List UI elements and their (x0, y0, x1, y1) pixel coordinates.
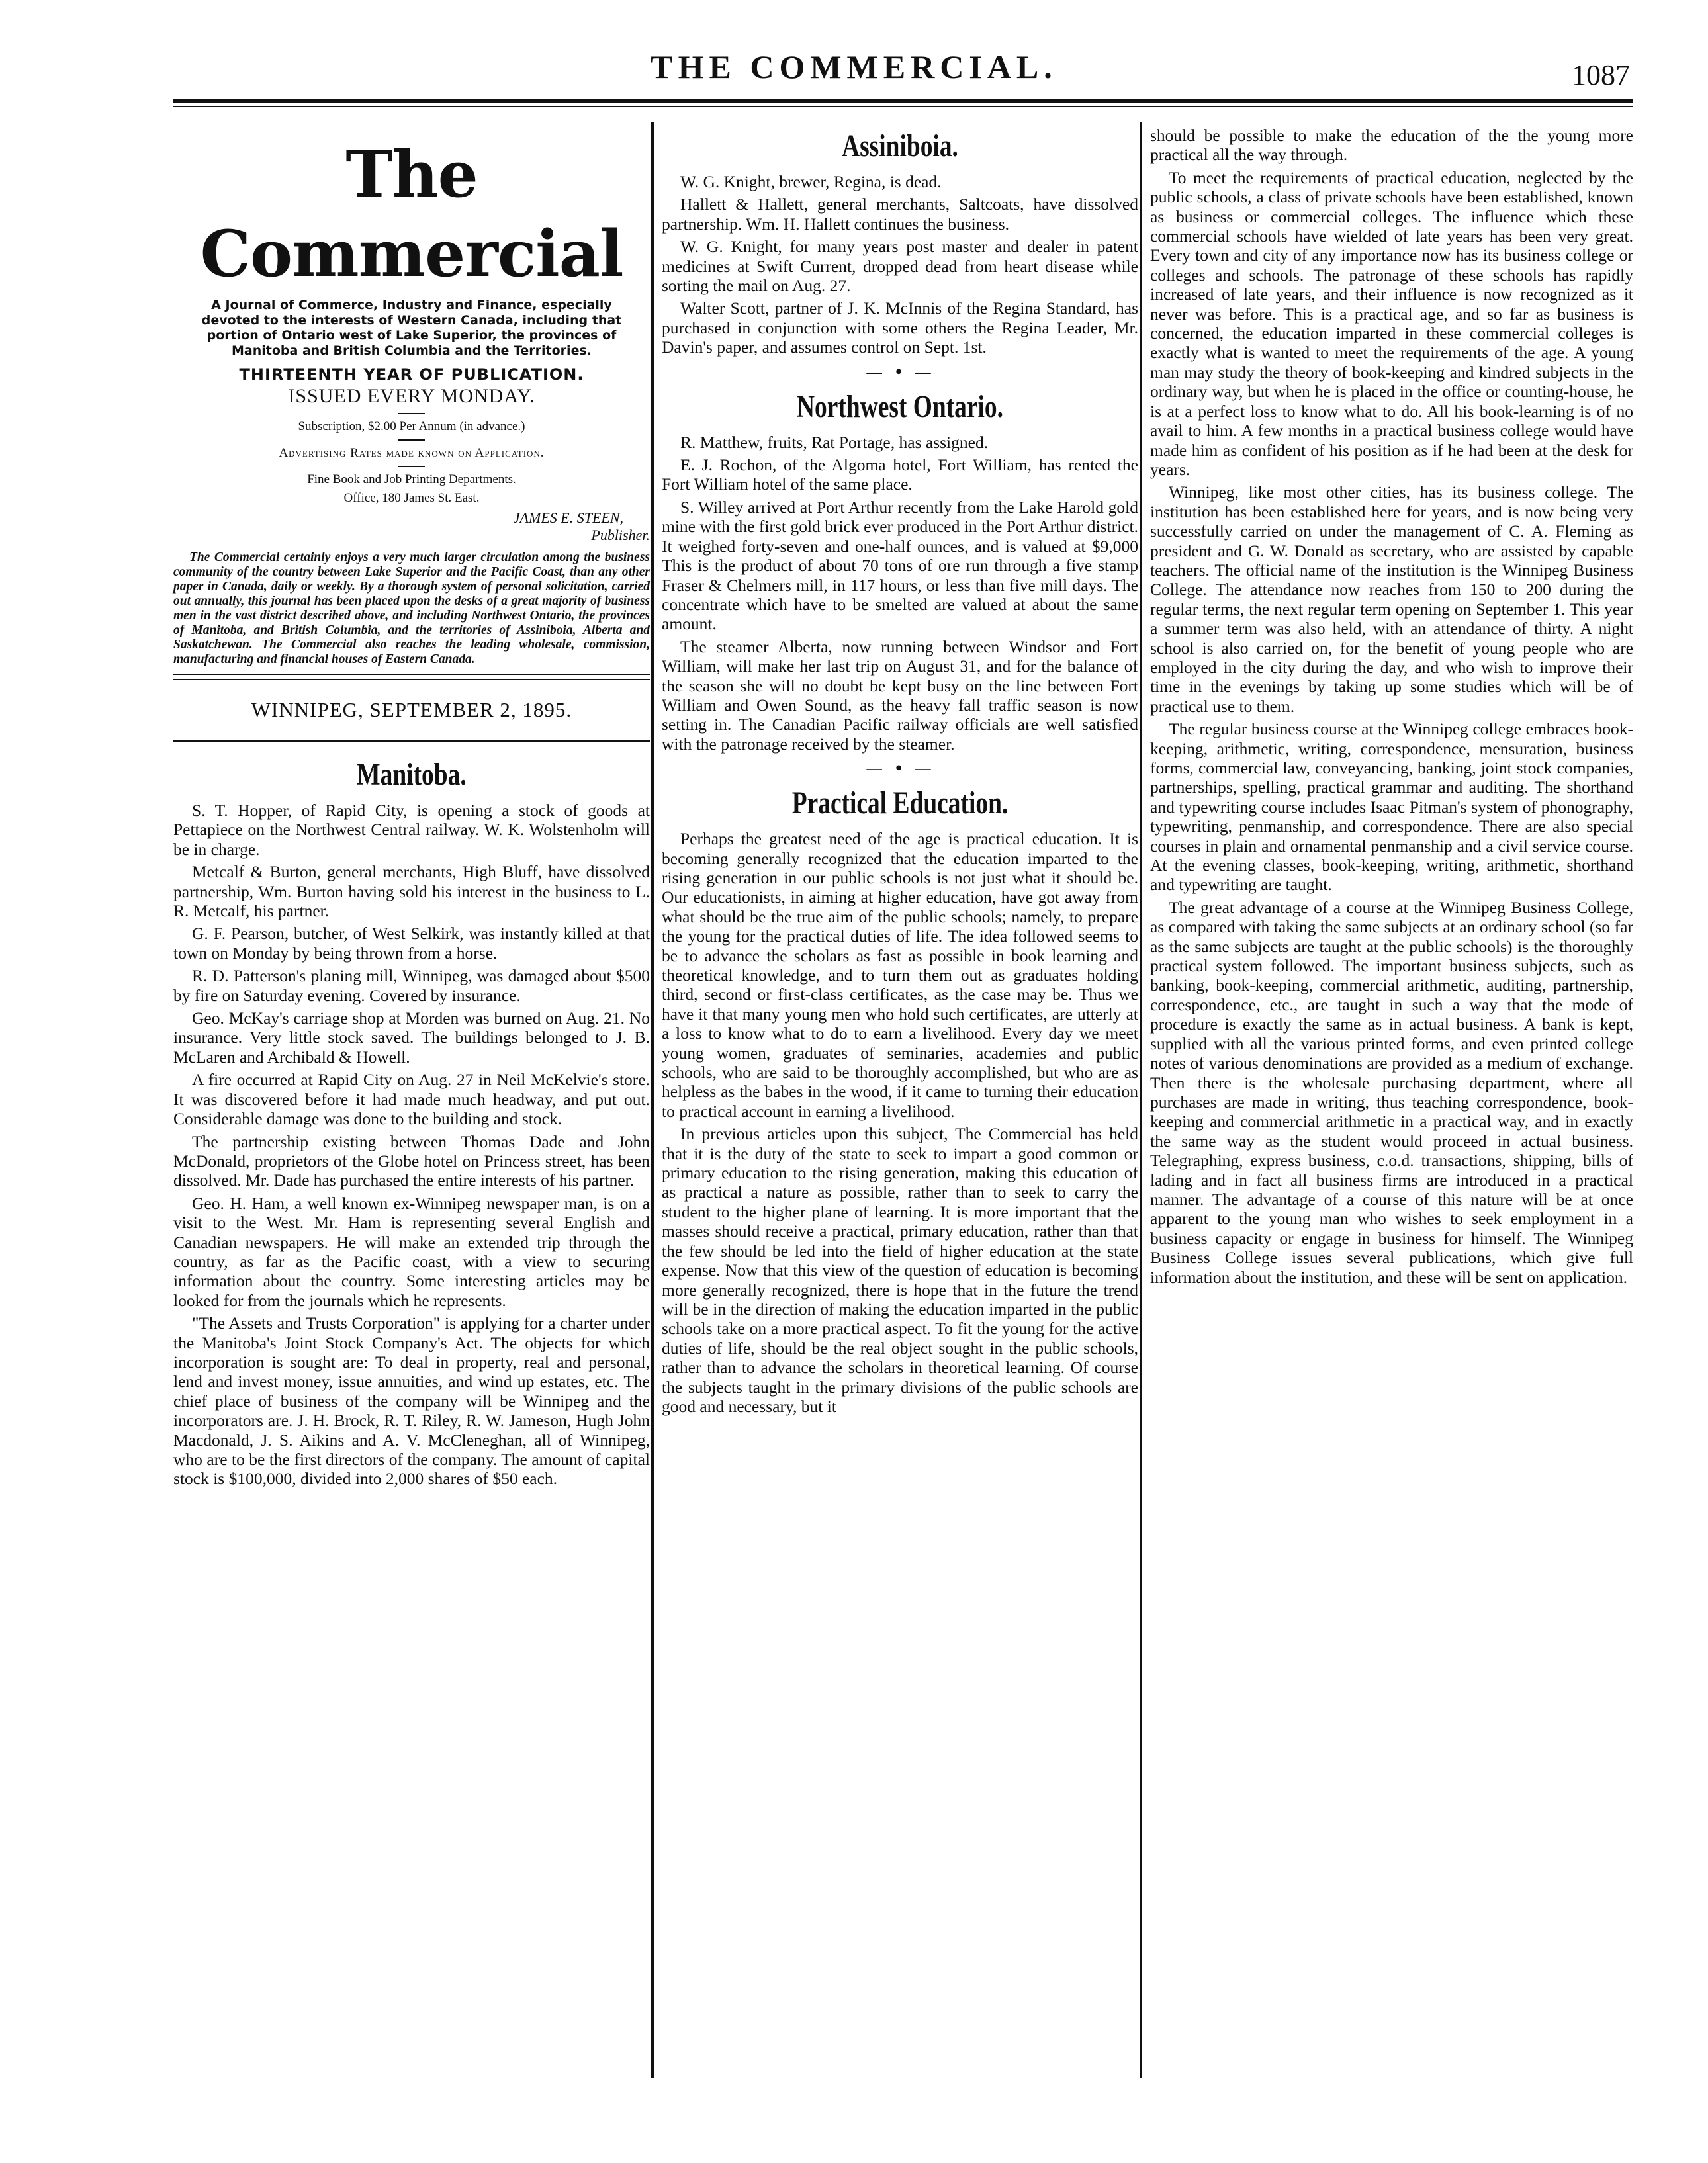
article-paragraph: Walter Scott, partner of J. K. McInnis of the Regina Standard, has purchased in conjunction with some others the Regina Leader, Mr. Davin's paper, and assumes control on Sept. 1st. (662, 298, 1138, 357)
article-paragraph: "The Assets and Trusts Corporation" is applying for a charter under the Manitoba's Joint Stock Company's Act. The objects for which incorporation is sought are: To deal in property, real and personal, lend and invest money, issue annuities, and wind up estates, etc. The chief place of business of the company will be Winnipeg and the incorporators are. J. H. Brock, R. T. Riley, R. W. Jameson, Hugh John Macdonald, J. S. Aikins and A. V. McCleneghan, all of Winnipeg, who are to be the first directors of the company. The amount of capital stock is $100,000, divided into 2,000 shares of $50 each. (173, 1313, 650, 1489)
masthead-office: Office, 180 James St. East. (343, 491, 480, 505)
article-paragraph: S. T. Hopper, of Rapid City, is opening a stock of goods at Pettapiece on the Northwest Central railway. W. K. Wolstenholm will be in charge. (173, 801, 650, 859)
section-ornament: — • — (866, 362, 934, 382)
masthead-divider (398, 466, 425, 467)
masthead-subscription: Subscription, $2.00 Per Annum (in advance.) (298, 419, 525, 433)
article-paragraph: S. Willey arrived at Port Arthur recently from the Lake Harold gold mine with the first gold brick ever produced in the Port Arthur district. It weighed forty-seven and one-half ounces, and is valued at $9,000 This is the product of about 70 tons of ore run through a five stamp Fraser & Chelmers mill, in 117 hours, or less than five mill days. The concentrate which have to be smelted are valued at about the same amount. (662, 497, 1138, 634)
article-paragraph: A fire occurred at Rapid City on Aug. 27 in Neil McKelvie's store. It was discovered before it had made much headway, and put out. Considerable damage was done to the building and stock. (173, 1070, 650, 1129)
column-rule-1 (651, 122, 654, 2078)
dateline-rule (173, 740, 650, 742)
publisher-name: JAMES E. STEEN, (513, 509, 623, 526)
circulation-note: The Commercial certainly enjoys a very much larger circulation among the business community of the country between Lake Superior and the Pacific Coast, than any other paper in Canada, daily or weekly. By a thorough system of personal solicitation, carried out annually, this journal has been placed upon the desks of a great majority of business men in the vast district described above, and including Northwest Ontario, the provinces of Manitoba, and British Columbia, and the territories of Assiniboia, Alberta and Saskatchewan. The Commercial also reaches the leading wholesale, commission, manufacturing and financial houses of Eastern Canada. (173, 551, 650, 666)
article-paragraph: R. D. Patterson's planing mill, Winnipeg, was damaged about $500 by fire on Saturday evening. Covered by insurance. (173, 966, 650, 1005)
article-paragraph: E. J. Rochon, of the Algoma hotel, Fort William, has rented the Fort William hotel of the same place. (662, 455, 1138, 494)
section-heading-practical-education: Practical Education. (791, 785, 1009, 821)
masthead-description: A Journal of Commerce, Industry and Finance, especially devoted to the interests of Western Canada, including that portion of Ontario west of Lake Superior, the provinces of Manitoba and British Columbia and the Territories. (201, 298, 622, 358)
masthead-advertising: Advertising Rates made known on Application. (279, 446, 545, 460)
article-paragraph: The steamer Alberta, now running between Windsor and Fort William, will make her last trip on August 31, and for the balance of the season she will no doubt be kept busy on the line between Fort William and Owen Sound, as the heavy fall traffic season is now setting in. The Canadian Pacific railway officials are well satisfied with the patronage received by the steamer. (662, 637, 1138, 754)
masthead-issued: ISSUED EVERY MONDAY. (288, 385, 535, 407)
running-title: THE COMMERCIAL. (651, 48, 1057, 85)
article-paragraph: Winnipeg, like most other cities, has its business college. The institution has been established here for years, and is now being very successfully carried on under the management of C. A. Fleming as president and G. W. Donald as secretary, who are assisted by capable teachers. The official name of the institution is the Winnipeg Business College. The attendance now reaches from 150 to 200 during the regular terms, the next regular term opening on September 1. This year a summer term was also held, with an attendance of thirty. A night school is also carried on, for the benefit of young people who are employed in the city during the day, and who wish to improve their time in the evenings by taking up some studies which will be of practical use to them. (1150, 482, 1633, 716)
article-paragraph: Perhaps the greatest need of the age is practical education. It is becoming generally recognized that the education imparted to the rising generation in our public schools is not just what it should be. Our educationists, in aiming at higher education, have got away from what should be the true aim of the public schools; namely, to prepare the young for the practical duties of life. The idea followed seems to be to advance the scholars as fast as possible in book learning and theoretical knowledge, and to turn them out as graduates holding third, second or first-class certificates, as the case may be. Thus we have it that many young men who hold such certificates, are utterly at a loss to know what to do to earn a livelihood. Every day we meet young women, graduates of seminaries, academies and public schools, who are said to be thoroughly accomplished, but who are as helpless as the babes in the wood, if it came to turning their education to practical account in earning a livelihood. (662, 829, 1138, 1121)
column-right (1150, 126, 1633, 1290)
section-heading-assiniboia: Assiniboia. (842, 128, 958, 163)
masthead-rule (173, 679, 650, 680)
page-number: 1087 (1572, 59, 1630, 91)
article-paragraph: The regular business course at the Winnipeg college embraces book-keeping, arithmetic, writing, correspondence, mensuration, business forms, commercial law, conveyancing, banking, joint stock companies, partnerships, spelling, practical grammar and auditing. The shorthand and typewriting course includes Isaac Pitman's system of phonography, typewriting, penmanship, and correspondence. There are also special courses in plain and ornamental penmanship and a civil service course. At the evening classes, book-keeping, writing, arithmetic, shorthand and typewriting are taught. (1150, 719, 1633, 895)
article-paragraph: Metcalf & Burton, general merchants, High Bluff, have dissolved partnership, Wm. Burton having sold his interest in the business to L. R. Metcalf, his partner. (173, 862, 650, 921)
masthead-rule (173, 674, 650, 675)
article-paragraph: The great advantage of a course at the Winnipeg Business College, as compared with taking the same subjects at an ordinary school (so far as the same subjects are taught at the public schools) is the thoroughly practical system followed. The important business subjects, such as banking, book-keeping, commercial arithmetic, auditing, partnership, correspondence, etc., are taught in such a way that the mode of procedure is exactly the same as in actual business. A bank is kept, supplied with all the various printed forms, and even printed college notes of various denominations are provided as a medium of exchange. Then there is the wholesale purchasing department, where all purchases are made in writing, thus teaching correspondence, book-keeping and commercial arithmetic in a practical way, and in exactly the same way as the student would proceed in actual business. Telegraphing, express business, c.o.d. transactions, shipping, bills of lading and in fact all business firms are introduced in a practical manner. The advantage of a course of this nature will be at once apparent to the young man who wishes to seek employment in a business capacity or engage in business for himself. The Winnipeg Business College issues several publications, which give full information about the institution, and these will be sent on application. (1150, 897, 1633, 1287)
article-paragraph: In previous articles upon this subject, The Commercial has held that it is the duty of the state to seek to impart a good common or primary education to the rising generation, making this education of as practical a nature as possible, rather than to seek to carry the student to the higher plane of learning. It is more important that the masses should receive a practical, primary education, rather than that the few should be led into the field of higher education at the state expense. Now that this view of the question of education is becoming more generally recognized, there is hope that in the future the trend will be in the direction of making the education imparted in the public schools take on a more practical aspect. To fit the young for the active duties of life, should be the real object sought in the public schools, rather than to advance the scholars in theoretical learning. Of course the subjects taught in the primary divisions of the public schools are good and necessary, but it (662, 1124, 1138, 1416)
header-rule-top (173, 99, 1633, 103)
column-rule-2 (1140, 122, 1142, 2078)
dateline: WINNIPEG, SEPTEMBER 2, 1895. (251, 698, 572, 721)
article-paragraph: Geo. H. Ham, a well known ex-Winnipeg newspaper man, is on a visit to the West. Mr. Ham is representing several English and Canadian newspapers. He will make an extended trip through the country, as far as the Pacific coast, with a view to securing information about the country. Some interesting articles may be looked for from the journals which he represents. (173, 1193, 650, 1310)
article-paragraph: The partnership existing between Thomas Dade and John McDonald, proprietors of the Globe hotel on Princess street, has been dissolved. Mr. Dade has purchased the entire interests of his partner. (173, 1131, 650, 1190)
masthead-divider (398, 439, 425, 441)
article-paragraph: W. G. Knight, for many years post master and dealer in patent medicines at Swift Current, dropped dead from heart disease while sorting the mail on Aug. 27. (662, 237, 1138, 296)
article-paragraph: To meet the requirements of practical education, neglected by the public schools, a class of private schools have been established, known as business or commercial colleges. The influence which these commercial schools have wielded of late years has been very great. Every town and city of any importance now has its business college or colleges and schools. The patronage of these schools has rapidly increased of late years, and their influence is now recognized as it never was before. This is a practical age, and so far as business is concerned, the education imparted in these commercial colleges is exactly what is wanted to meet the requirements of the age. A young man may study the theory of book-keeping and kindred subjects in the ordinary way, but when he is placed in the office or counting-house, he is at a perfect loss to know what to do. All his book-learning is of no avail to him. A few months in a practical business college would have made him as confident of his position as if he had been at the desk for years. (1150, 167, 1633, 479)
article-paragraph: Hallett & Hallett, general merchants, Saltcoats, have dissolved partnership. Wm. H. Hallett continues the business. (662, 195, 1138, 234)
article-paragraph: should be possible to make the education of the the young more practical all the way through. (1150, 126, 1633, 165)
column-left (173, 126, 650, 1492)
section-heading-northwest-ontario: Northwest Ontario. (797, 388, 1003, 424)
section-ornament: — • — (866, 759, 934, 779)
article-paragraph: G. F. Pearson, butcher, of West Selkirk, was instantly killed at that town on Monday by being thrown from a horse. (173, 924, 650, 963)
article-paragraph: Geo. McKay's carriage shop at Morden was burned on Aug. 21. No insurance. Very little stock saved. The buildings belonged to J. B. McLaren and Archibald & Howell. (173, 1008, 650, 1067)
publisher-title: Publisher. (591, 527, 650, 543)
masthead-title: The Commercial (200, 137, 623, 291)
column-middle (662, 126, 1138, 1419)
masthead-year: THIRTEENTH YEAR OF PUBLICATION. (239, 365, 584, 384)
section-heading-manitoba: Manitoba. (357, 757, 467, 792)
header-rule-bottom (173, 106, 1633, 107)
article-paragraph: W. G. Knight, brewer, Regina, is dead. (680, 172, 942, 191)
masthead-divider (398, 413, 425, 414)
masthead-job-printing: Fine Book and Job Printing Departments. (307, 472, 516, 486)
article-paragraph: R. Matthew, fruits, Rat Portage, has assigned. (680, 432, 989, 452)
